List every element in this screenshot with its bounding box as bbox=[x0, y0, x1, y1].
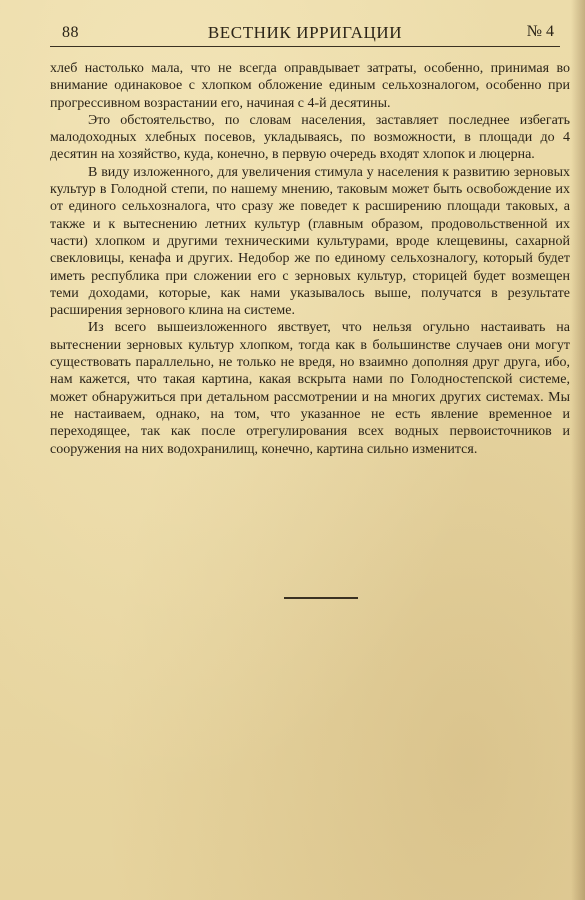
section-divider bbox=[284, 597, 358, 599]
journal-title: ВЕСТНИК ИРРИГАЦИИ bbox=[207, 23, 403, 42]
article-body bbox=[50, 60, 570, 458]
page-header bbox=[50, 20, 560, 47]
paragraph: Из всего вышеизложенного явствует, что нельзя огульно настаивать на вытеснении зерновых культур хлопком, тогда как в большинстве случаев они могут существовать параллельно, не только не вредя, но взаимно дополняя друг друга, ибо, нам кажется, что такая картина, какая вскрыта нами по Голодностепской системе, может обнаружиться при детальном рассмотрении и на многих других системах. Мы не настаиваем, однако, на том, что указанное не есть явление временное и переходящее, так как после отрегулирования всех водных первоисточников и сооружения на них водохранилищ, конечно, картина сильно изменится. bbox=[50, 320, 570, 457]
paragraph: В виду изложенного, для увеличения стимула у населения к развитию зерновых культур в Голодной степи, по нашему мнению, таковым может быть освобождение их от единого сельхозналога, что сразу же поведет к расширению площади таковых, а также и к вытеснению летних культур (главным образом, продовольственной их части) хлопком и другими техническими культурами, вроде клещевины, сахарной свекловицы, кенафа и других. Недобор же по единому сельхозналогу, который будет иметь республика при сложении его с зерновых культур, сторицей будет возмещен теми доходами, которые, как нами указывалось выше, получатся в результате расширения зернового клина на системе. bbox=[50, 164, 570, 319]
paragraph-continuation: хлеб настолько мала, что не всегда оправдывает затраты, особенно, принимая во внимание одинаковое с хлопком обложение единым сельхозналогом, особенно при прогрессивном возрастании его, начиная с 4-й десятины. bbox=[50, 61, 570, 111]
page-number: 88 bbox=[62, 24, 79, 41]
page-edge-shadow bbox=[571, 0, 585, 900]
paragraph: Это обстоятельство, по словам населения, заставляет последнее избегать малодоходных хлебных посевов, укладываясь, по возможности, в площади до 4 десятин на хозяйство, куда, конечно, в первую очередь входят хлопок и люцерна. bbox=[50, 112, 570, 163]
issue-number: № 4 bbox=[526, 23, 554, 40]
